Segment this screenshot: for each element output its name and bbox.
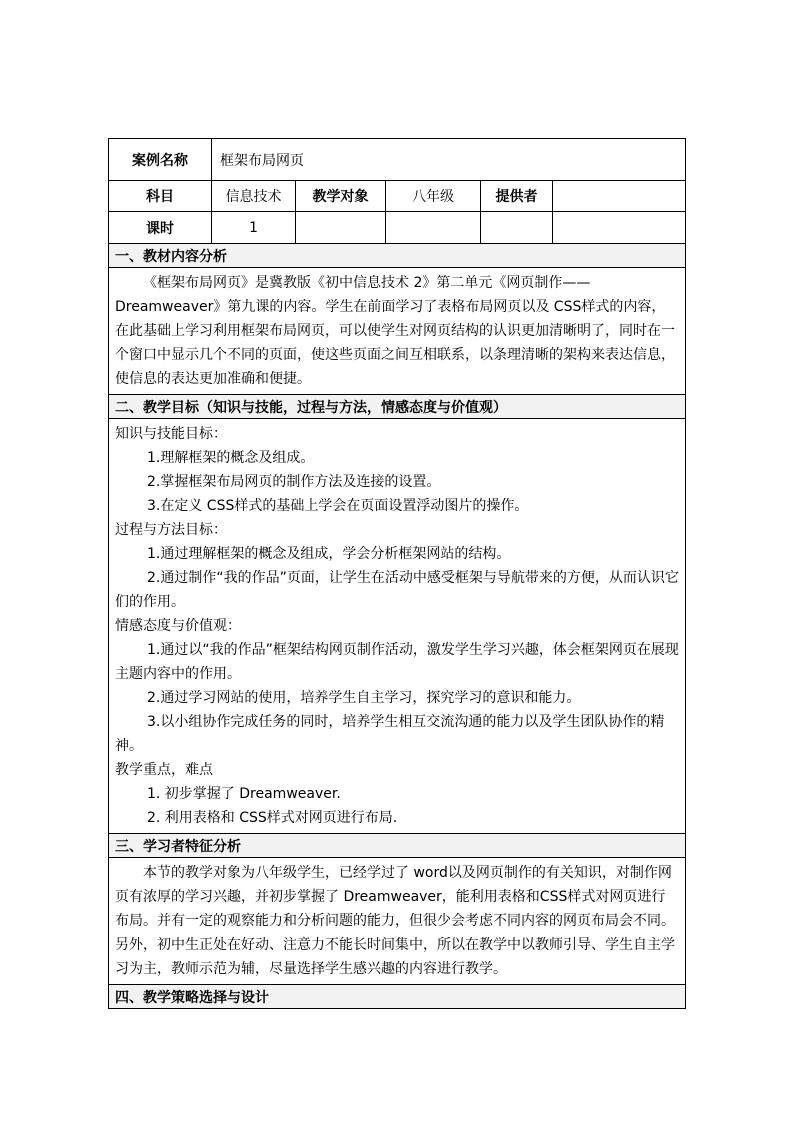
emotion-heading: 情感态度与价值观： — [115, 618, 241, 634]
section3-body — [109, 858, 686, 985]
section4-title: 四、教学策略选择与设计 — [109, 985, 686, 1009]
period-label: 课时 — [109, 212, 212, 244]
section4-header-row — [109, 985, 686, 1009]
section3-title: 三、学习者特征分析 — [109, 834, 686, 858]
subject-value: 信息技术 — [212, 181, 296, 212]
empty-cell — [481, 212, 553, 244]
process-item: 2.通过制作“我的作品”页面，让学生在活动中感受框架与导航带来的方便，从而认识它们的作用。 — [115, 570, 679, 610]
provider-label: 提供者 — [481, 181, 553, 212]
section1-paragraph: 《框架布局网页》是冀教版《初中信息技术 2》第二单元《网页制作——Dreamweaver》第九课的内容。学生在前面学习了表格布局网页以及 CSS样式的内容，在此基础上学习利用框架布局网页，可以使学生对网页结构的认识更加清晰明了，同时在一个窗口中显示几个不同的页面，使这些页面之间互相联系，以条理清晰的架构来表达信息，使信息的表达更加准确和便捷。 — [115, 275, 675, 387]
process-item: 1.通过理解框架的概念及组成，学会分析框架网站的结构。 — [147, 546, 511, 562]
section2-title: 二、教学目标（知识与技能，过程与方法，情感态度与价值观） — [109, 395, 686, 419]
key-item: 1. 初步掌握了 Dreamweaver. — [147, 786, 341, 802]
knowledge-item: 1.理解框架的概念及组成。 — [147, 450, 315, 466]
section3-body-row — [109, 858, 686, 985]
emotion-item: 2.通过学习网站的使用，培养学生自主学习，探究学习的意识和能力。 — [147, 690, 581, 706]
row-subject — [109, 181, 686, 212]
key-heading: 教学重点，难点 — [115, 762, 213, 778]
section1-header-row — [109, 244, 686, 268]
row-case-name — [109, 139, 686, 181]
knowledge-item: 3.在定义 CSS样式的基础上学会在页面设置浮动图片的操作。 — [147, 498, 529, 514]
audience-label: 教学对象 — [296, 181, 386, 212]
empty-cell — [386, 212, 481, 244]
section3-header-row — [109, 834, 686, 858]
process-heading: 过程与方法目标： — [115, 522, 227, 538]
empty-cell — [296, 212, 386, 244]
section1-body — [109, 268, 686, 395]
emotion-item: 1.通过以“我的作品”框架结构网页制作活动，激发学生学习兴趣，体会框架网页在展现主题内容中的作用。 — [115, 642, 679, 682]
knowledge-heading: 知识与技能目标： — [115, 426, 227, 442]
section1-body-row — [109, 268, 686, 395]
subject-label: 科目 — [109, 181, 212, 212]
section2-body — [109, 419, 686, 834]
section2-header-row — [109, 395, 686, 419]
lesson-plan-table — [108, 138, 686, 1009]
emotion-item: 3.以小组协作完成任务的同时，培养学生相互交流沟通的能力以及学生团队协作的精神。 — [115, 714, 665, 754]
knowledge-item: 2.掌握框架布局网页的制作方法及连接的设置。 — [147, 474, 441, 490]
key-item: 2. 利用表格和 CSS样式对网页进行布局. — [147, 810, 398, 826]
row-period — [109, 212, 686, 244]
provider-value — [553, 181, 686, 212]
section3-paragraph: 本节的教学对象为八年级学生，已经学过了 word以及网页制作的有关知识，对制作网页有浓厚的学习兴趣，并初步掌握了 Dreamweaver，能利用表格和CSS样式对网页进行布局。并有一定的观察能力和分析问题的能力，但很少会考虑不同内容的网页布局会不同。另外，初中生正处在好动、注意力不能长时间集中，所以在教学中以教师引导、学生自主学习为主，教师示范为辅，尽量选择学生感兴趣的内容进行教学。 — [115, 865, 675, 977]
empty-cell — [553, 212, 686, 244]
section2-body-row — [109, 419, 686, 834]
case-name-value: 框架布局网页 — [212, 139, 686, 181]
audience-value: 八年级 — [386, 181, 481, 212]
section1-title: 一、教材内容分析 — [109, 244, 686, 268]
period-value: 1 — [212, 212, 296, 244]
case-name-label: 案例名称 — [109, 139, 212, 181]
